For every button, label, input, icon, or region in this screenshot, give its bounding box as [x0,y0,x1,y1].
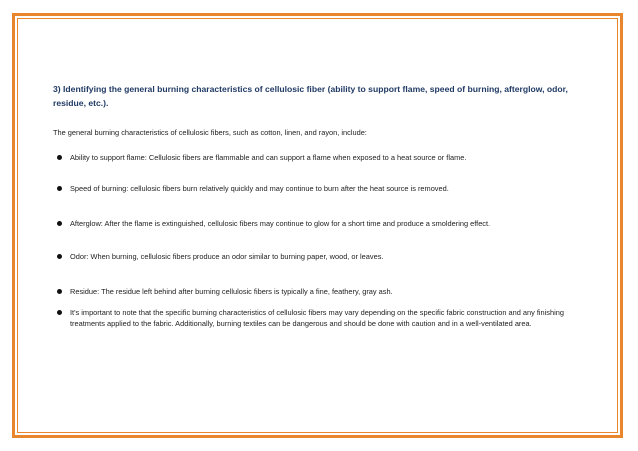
bullet-text: Ability to support flame: Cellulosic fibers are flammable and can support a flame when exposed to a heat source or flame. [70,153,467,162]
document-content [53,82,593,328]
bullet-dot-icon [57,289,62,294]
bullet-text: Speed of burning: cellulosic fibers burn relatively quickly and may continue to burn after the heat source is removed. [70,184,449,193]
bullet-dot-icon [57,221,62,226]
section-heading: 3) Identifying the general burning characteristics of cellulosic fiber (ability to support flame, speed of burning, afterglow, odor, residue, etc.). [53,84,568,108]
bullet-dot-icon [57,186,62,191]
bullet-text: Residue: The residue left behind after burning cellulosic fibers is typically a fine, feathery, gray ash. [70,287,393,296]
bullet-dot-icon [57,310,62,315]
bullet-text: It's important to note that the specific burning characteristics of cellulosic fibers may vary depending on the specific fabric construction and any finishing treatments applied to the fabric. Additionally, burning textiles can be dangerous and should be done with caution and in a well-ventilated area. [70,308,564,328]
bullet-text: Afterglow: After the flame is extinguished, cellulosic fibers may continue to glow for a short time and produce a smoldering effect. [70,219,491,228]
bullet-text: Odor: When burning, cellulosic fibers produce an odor similar to burning paper, wood, or leaves. [70,252,384,261]
intro-paragraph: The general burning characteristics of cellulosic fibers, such as cotton, linen, and rayon, include: [53,128,367,137]
bullet-dot-icon [57,155,62,160]
bullet-dot-icon [57,254,62,259]
